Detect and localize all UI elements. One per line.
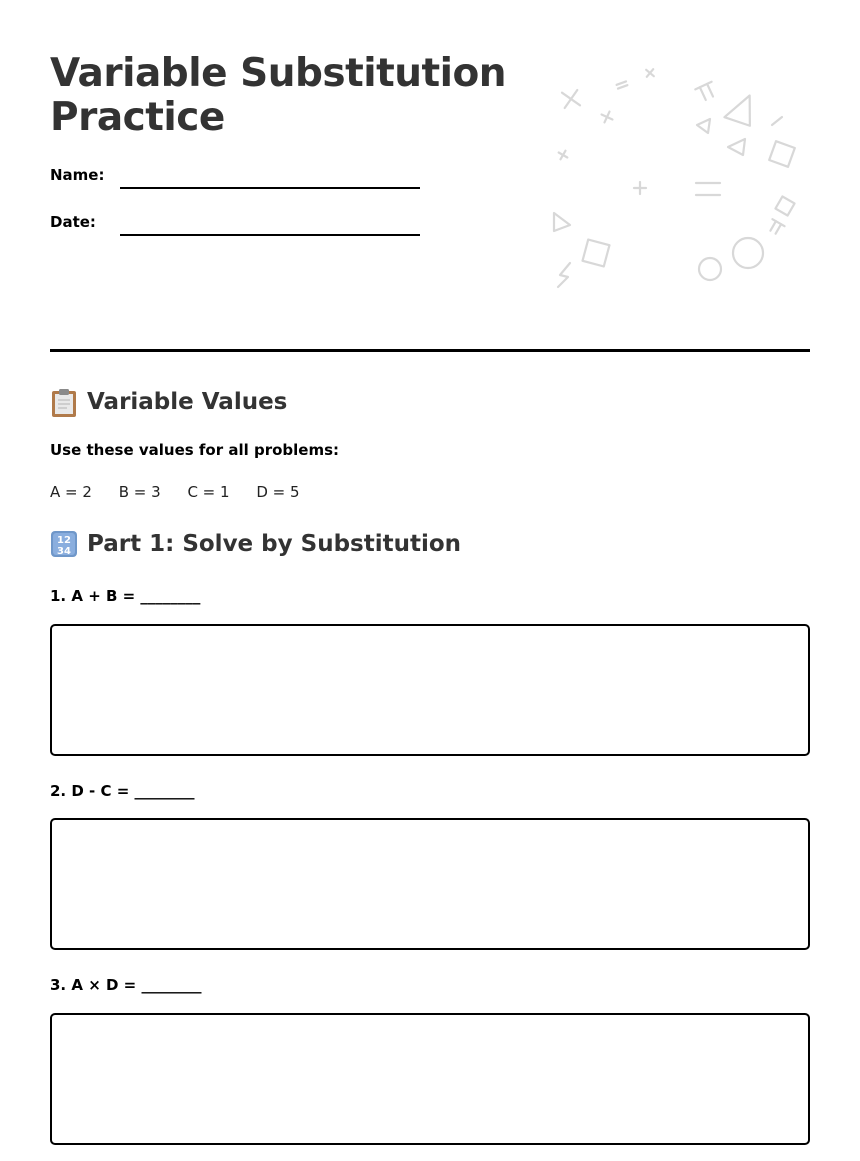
variable-value-b: B = 3 [118, 483, 161, 501]
header-divider [50, 349, 810, 352]
problem-1-answer-box[interactable] [50, 624, 810, 756]
clipboard-icon [50, 388, 78, 416]
part1-heading [50, 530, 461, 558]
variable-value-d: D = 5 [256, 483, 300, 501]
problem-2-answer-box[interactable] [50, 818, 810, 950]
name-field[interactable] [120, 187, 420, 189]
problem-3-answer-box[interactable] [50, 1013, 810, 1145]
variable-value-a: A = 2 [50, 483, 92, 501]
problem-2-label: 2. D - C = ________ [50, 782, 195, 800]
numbers-keycap-icon [50, 530, 78, 558]
date-field[interactable] [120, 234, 420, 236]
variable-values-heading [50, 388, 287, 416]
title-line-2: Practice [50, 95, 225, 140]
problem-1-label: 1. A + B = ________ [50, 587, 201, 605]
math-symbols-decoration-icon [540, 55, 820, 295]
name-label: Name: [50, 166, 105, 184]
part1-heading-text: Part 1: Solve by Substitution [87, 531, 462, 557]
problem-3-label: 3. A × D = ________ [50, 976, 202, 994]
svg-text:34: 34 [57, 546, 71, 557]
variable-values-list [50, 483, 322, 501]
svg-text:12: 12 [57, 535, 71, 546]
variable-value-c: C = 1 [187, 483, 230, 501]
instruction-text: Use these values for all problems: [50, 441, 340, 459]
title-line-1: Variable Substitution [50, 51, 507, 96]
date-label: Date: [50, 213, 96, 231]
variable-values-heading-text: Variable Values [87, 389, 288, 415]
page-title [50, 52, 530, 140]
